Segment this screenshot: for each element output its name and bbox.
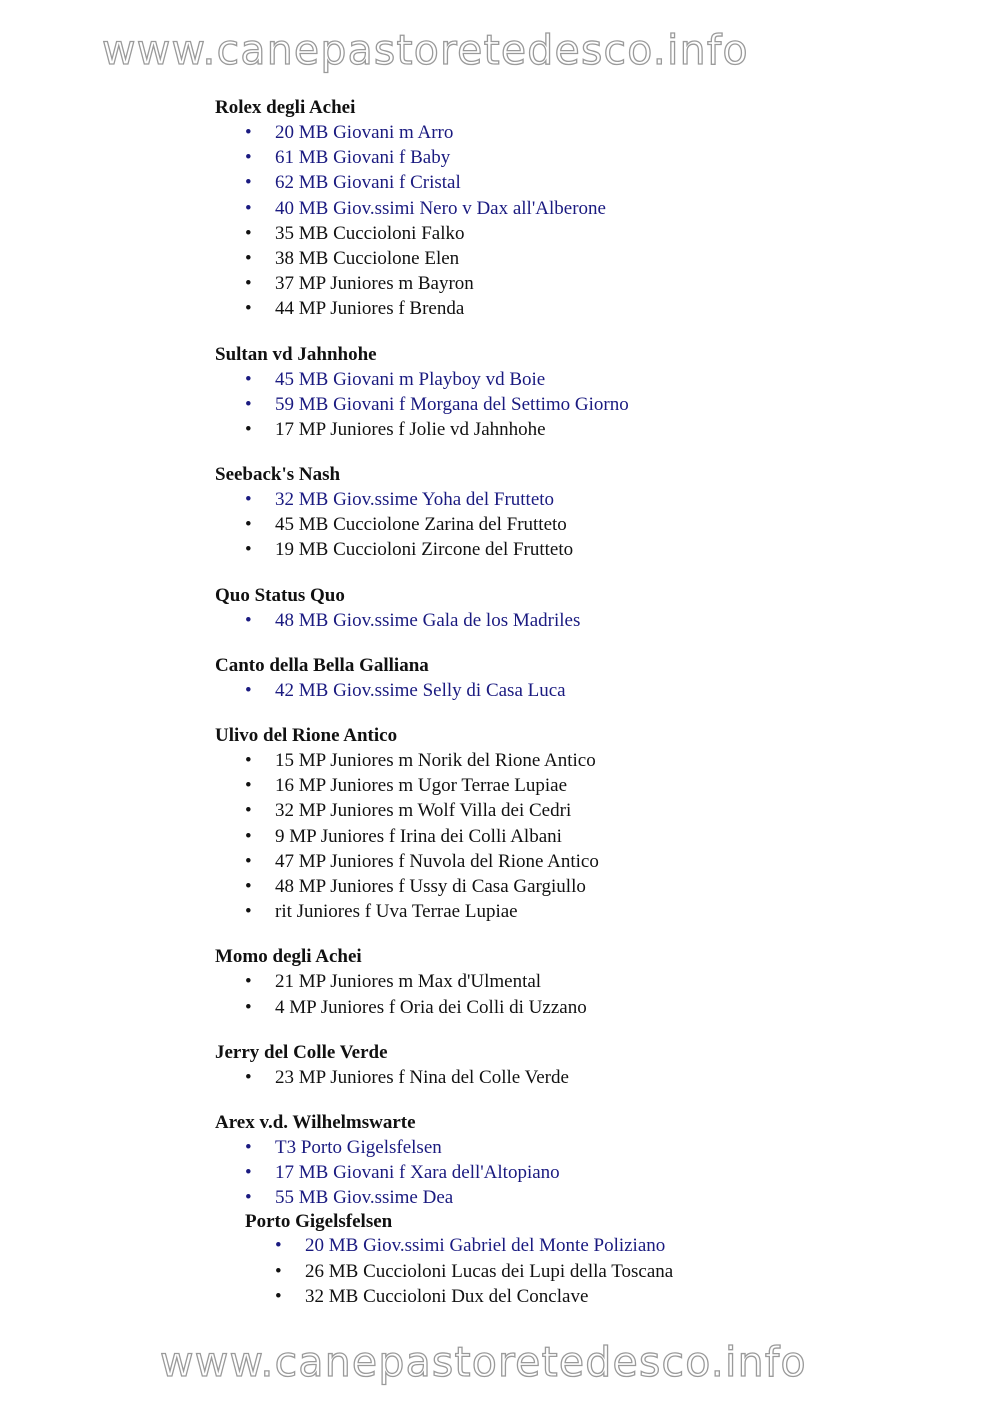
sire-section (215, 584, 975, 633)
offspring-link[interactable]: • T3 Porto Gigelsfelsen (215, 1135, 975, 1160)
watermark-bottom: www.canepastoretedesco.info (160, 1338, 807, 1386)
offspring-item: • 38 MB Cucciolone Elen (215, 246, 975, 271)
offspring-list (215, 487, 975, 563)
offspring-list (215, 367, 975, 443)
sire-section (215, 96, 975, 322)
offspring-item: • 26 MB Cuccioloni Lucas dei Lupi della Toscana (245, 1259, 975, 1284)
offspring-link[interactable]: • 17 MB Giovani f Xara dell'Altopiano (215, 1160, 975, 1185)
offspring-item: • 16 MP Juniores m Ugor Terrae Lupiae (215, 773, 975, 798)
offspring-item: • 4 MP Juniores f Oria dei Colli di Uzzano (215, 995, 975, 1020)
offspring-link[interactable]: • 20 MB Giov.ssimi Gabriel del Monte Poliziano (245, 1233, 975, 1258)
sire-name: Sultan vd Jahnhohe (215, 343, 377, 365)
offspring-link[interactable]: • 48 MB Giov.ssime Gala de los Madriles (215, 608, 975, 633)
offspring-list (215, 969, 975, 1019)
sire-name: Jerry del Colle Verde (215, 1041, 388, 1063)
offspring-link[interactable]: • 61 MB Giovani f Baby (215, 145, 975, 170)
sire-name: Momo degli Achei (215, 946, 362, 968)
offspring-list (215, 678, 975, 703)
offspring-list (215, 1065, 975, 1090)
offspring-item: • 23 MP Juniores f Nina del Colle Verde (215, 1065, 975, 1090)
offspring-item: • 17 MP Juniores f Jolie vd Jahnhohe (215, 417, 975, 442)
sire-section (215, 463, 975, 563)
offspring-link[interactable]: • 20 MB Giovani m Arro (215, 120, 975, 145)
offspring-item: • 35 MB Cuccioloni Falko (215, 221, 975, 246)
offspring-item: • 21 MP Juniores m Max d'Ulmental (215, 969, 975, 994)
document-content (215, 96, 975, 1330)
sire-name: Seeback's Nash (215, 464, 341, 486)
offspring-list (215, 120, 975, 322)
offspring-list (215, 748, 975, 924)
sire-section (215, 343, 975, 443)
sire-name: Rolex degli Achei (215, 97, 356, 118)
offspring-item: • 32 MP Juniores m Wolf Villa dei Cedri (215, 798, 975, 823)
sub-sire-name: Porto Gigelsfelsen (245, 1211, 393, 1233)
sire-section (215, 654, 975, 703)
sire-name: Canto della Bella Galliana (215, 654, 429, 676)
offspring-item: • 37 MP Juniores m Bayron (215, 271, 975, 296)
offspring-list (245, 1233, 975, 1309)
offspring-item: • 32 MB Cuccioloni Dux del Conclave (245, 1284, 975, 1309)
offspring-link[interactable]: • 62 MB Giovani f Cristal (215, 170, 975, 195)
sire-name: Arex v.d. Wilhelmswarte (215, 1111, 416, 1133)
offspring-list (215, 1135, 975, 1211)
offspring-item: • 19 MB Cuccioloni Zircone del Frutteto (215, 537, 975, 562)
sire-section (215, 1111, 975, 1309)
offspring-item: • 45 MB Cucciolone Zarina del Frutteto (215, 512, 975, 537)
sire-section (215, 724, 975, 924)
offspring-link[interactable]: • 32 MB Giov.ssime Yoha del Frutteto (215, 487, 975, 512)
offspring-link[interactable]: • 42 MB Giov.ssime Selly di Casa Luca (215, 678, 975, 703)
watermark-top: www.canepastoretedesco.info (102, 26, 749, 74)
offspring-item: • 48 MP Juniores f Ussy di Casa Gargiullo (215, 874, 975, 899)
sire-section (215, 1041, 975, 1090)
sire-name: Ulivo del Rione Antico (215, 725, 398, 746)
offspring-link[interactable]: • 59 MB Giovani f Morgana del Settimo Giorno (215, 392, 975, 417)
sire-section (215, 945, 975, 1019)
offspring-item: • 9 MP Juniores f Irina dei Colli Albani (215, 824, 975, 849)
offspring-item: • 15 MP Juniores m Norik del Rione Antico (215, 748, 975, 773)
sire-name: Quo Status Quo (215, 584, 345, 606)
offspring-link[interactable]: • 40 MB Giov.ssimi Nero v Dax all'Alberone (215, 196, 975, 221)
offspring-link[interactable]: • 45 MB Giovani m Playboy vd Boie (215, 367, 975, 392)
offspring-item: • 47 MP Juniores f Nuvola del Rione Antico (215, 849, 975, 874)
offspring-item: • rit Juniores f Uva Terrae Lupiae (215, 899, 975, 924)
offspring-link[interactable]: • 55 MB Giov.ssime Dea (215, 1185, 975, 1210)
sub-sire-section (245, 1210, 975, 1309)
offspring-list (215, 608, 975, 633)
offspring-item: • 44 MP Juniores f Brenda (215, 296, 975, 321)
